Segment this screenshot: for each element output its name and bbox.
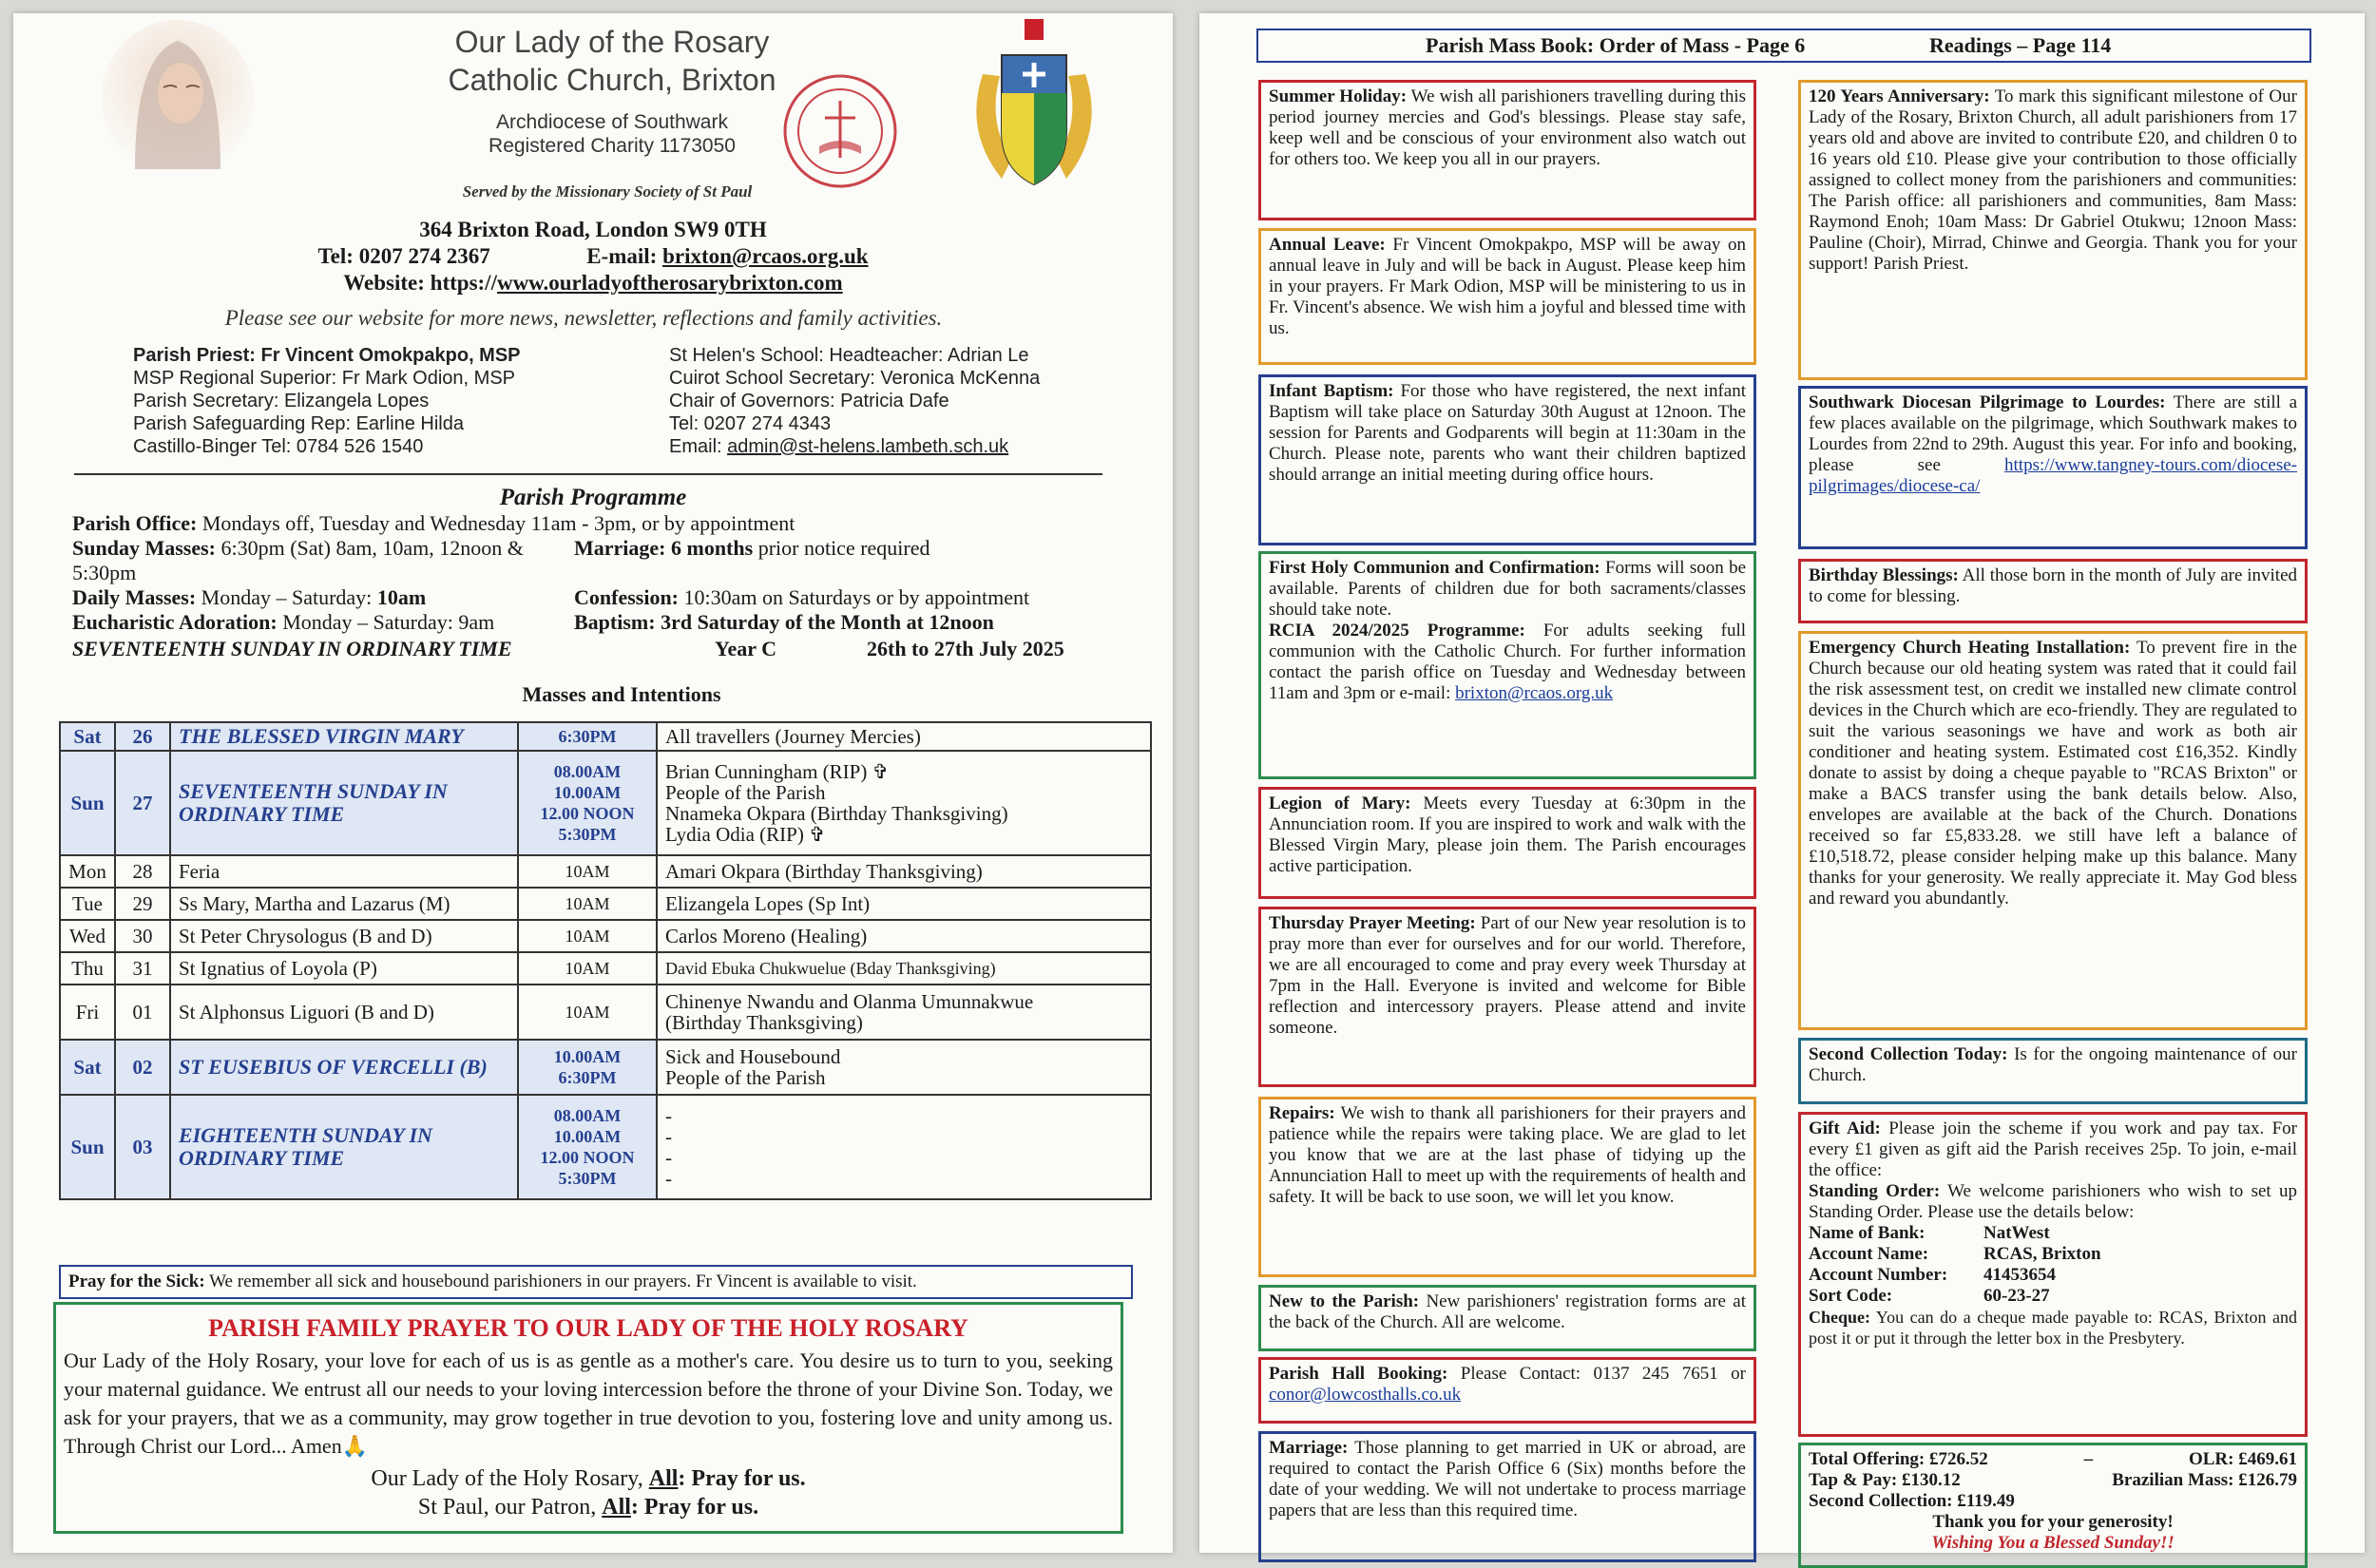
mass-day: Sat — [60, 722, 115, 751]
mass-intentions — [657, 1095, 1151, 1199]
notice-gift-aid — [1798, 1112, 2308, 1437]
mass-intention: Lydia Odia (RIP) ✞ — [665, 823, 826, 846]
mass-date: 29 — [115, 888, 170, 920]
prayer-response — [56, 1464, 1121, 1521]
prayer-response-1-end: : Pray for us. — [678, 1466, 806, 1491]
notice-text: Is for the ongoing maintenance of our Church. — [1809, 1044, 2297, 1085]
mass-intention: People of the Parish — [665, 1066, 826, 1089]
parish-secretary: Parish Secretary: Elizangela Lopes — [133, 391, 430, 411]
mass-time: 10.00AM — [553, 783, 622, 802]
mass-day: Sun — [60, 751, 115, 855]
mass-time: 10AM — [565, 1003, 610, 1022]
mass-intentions — [657, 722, 1151, 751]
bank-detail-label: Account Name: — [1809, 1244, 1929, 1264]
mass-feast: Ss Mary, Martha and Lazarus (M) — [170, 888, 518, 920]
school-email-label: Email: — [669, 436, 728, 457]
mass-intention: Amari Okpara (Birthday Thanksgiving) — [665, 860, 983, 883]
regional-superior: MSP Regional Superior: Fr Mark Odion, MSP — [133, 368, 516, 389]
mass-time: 08.00AM — [553, 762, 622, 781]
notice-text: Please join the scheme if you work and pay tax. For every £1 given as gift aid the Parish receives 25p. To join, e-mail the office: — [1809, 1119, 2297, 1180]
notice-text-rcia: For adults seeking full communion with the Catholic Church. For further information contact the parish office on Tuesday and Wednesday between 11am and 3pm or e-mail: — [1269, 621, 1747, 703]
mass-day: Fri — [60, 985, 115, 1040]
mass-feast: Feria — [170, 855, 518, 888]
email-label: E-mail: — [586, 244, 658, 268]
notice-title: Repairs: — [1269, 1103, 1335, 1123]
blessed-sunday-text: Wishing You a Blessed Sunday!! — [1931, 1533, 2175, 1553]
prayer-response-2-end: : Pray for us. — [630, 1495, 759, 1520]
cheque-text: You can do a cheque made payable to: RCAS, Brixton and post it or put it through the letter box in the Presbytery. — [1809, 1308, 2297, 1348]
mass-day: Thu — [60, 952, 115, 985]
confession-label: Confession: — [574, 585, 680, 609]
sunday-line — [72, 637, 1137, 661]
table-row — [60, 1040, 1151, 1095]
church-telephone: Tel: 0207 274 2367 — [317, 244, 490, 268]
notice-title: Legion of Mary: — [1269, 794, 1411, 813]
bank-detail-value: RCAS, Brixton — [1983, 1244, 2101, 1264]
mass-intention: David Ebuka Chukwuelue (Bday Thanksgiving) — [665, 959, 996, 978]
mass-time: 6:30PM — [558, 1068, 617, 1087]
table-row — [60, 855, 1151, 888]
mass-day: Sat — [60, 1040, 115, 1095]
masses-table — [59, 721, 1152, 1200]
notice-text: To mark this significant milestone of Our Lady of the Rosary, Brixton Church, all adult parishioners from 17 years old and above are invited to contribute £20, and children 0 to 16 years old £10. Please give your contribution to those officially assigned to collect money from the parishioners and communities: The Parish office: all parishioners and communities, 8am Mass: Raymond Enoh; 10am Mass: Dr Gabriel Otukwu; 12noon Mass: Pauline (Choir), Mirrad, Chinwe and Georgia. Thank you for your support! Parish Priest. — [1809, 86, 2297, 274]
mass-times — [518, 1040, 657, 1095]
mass-intentions — [657, 751, 1151, 855]
table-row — [60, 751, 1151, 855]
table-row — [60, 888, 1151, 920]
bank-detail-value: 60-23-27 — [1983, 1286, 2050, 1306]
mass-time: 10AM — [565, 894, 610, 913]
offering-box — [1798, 1443, 2308, 1568]
prayer-text: Our Lady of the Holy Rosary, your love for each of us is as gentle as a mother's care. You desire us to turn to you, seeking your maternal guidance. We entrust all our needs to your loving intercession before the throne of your Divine Son. Today, we ask for your prayers, that we as a community, may grow together in true devotion to you, fostering love and unity among us. Through Christ our Lord... Amen🙏 — [64, 1348, 1113, 1458]
mass-feast: St Ignatius of Loyola (P) — [170, 952, 518, 985]
school-telephone: Tel: 0207 274 4343 — [669, 413, 832, 434]
sunday-masses: 6:30pm (Sat) 8am, 10am, 12noon & 5:30pm — [72, 536, 524, 584]
church-name-line1: Our Lady of the Rosary — [454, 25, 770, 59]
office-hours: Mondays off, Tuesday and Wednesday 11am - 3pm, or by appointment — [201, 511, 795, 535]
mass-day: Sun — [60, 1095, 115, 1199]
mass-intentions — [657, 920, 1151, 952]
parish-priest: Parish Priest: Fr Vincent Omokpakpo, MSP — [133, 345, 521, 366]
mass-day: Tue — [60, 888, 115, 920]
mass-date: 01 — [115, 985, 170, 1040]
notice-legion-of-mary — [1258, 787, 1756, 899]
sunday-title: SEVENTEENTH SUNDAY IN ORDINARY TIME — [72, 637, 512, 660]
notice-hall-booking — [1258, 1357, 1756, 1424]
masses-title: Masses and Intentions — [522, 682, 721, 706]
notice-text: Please Contact: 0137 245 7651 or — [1460, 1364, 1747, 1384]
adoration-label: Eucharistic Adoration: — [72, 610, 278, 634]
mass-time: 10.00AM — [553, 1047, 622, 1066]
charity-number: Registered Charity 1173050 — [489, 135, 736, 157]
mass-times — [518, 920, 657, 952]
adoration-times: Monday – Saturday: 9am — [282, 610, 495, 634]
bank-detail-row — [1809, 1244, 2297, 1265]
prayer-response-1: Our Lady of the Holy Rosary, — [371, 1466, 649, 1491]
church-title — [412, 23, 812, 99]
mass-time: 12.00 NOON — [540, 1148, 635, 1167]
bank-detail-row — [1809, 1265, 2297, 1286]
notice-title: Birthday Blessings: — [1809, 565, 1959, 585]
pray-for-sick — [59, 1265, 1133, 1299]
notice-annual-leave — [1258, 228, 1756, 365]
rcia-email-link[interactable]: brixton@rcaos.org.uk — [1455, 683, 1614, 703]
divider — [74, 473, 1102, 475]
prayer-title: PARISH FAMILY PRAYER TO OUR LADY OF THE HOLY ROSARY — [208, 1314, 968, 1342]
standing-order-title: Standing Order: — [1809, 1181, 1941, 1201]
table-row — [60, 722, 1151, 751]
bank-detail-label: Sort Code: — [1809, 1286, 1893, 1306]
olr-offering: OLR: £469.61 — [2188, 1449, 2297, 1469]
mass-intention: Nnameka Okpara (Birthday Thanksgiving) — [665, 802, 1008, 825]
baptism-schedule: 3rd Saturday of the Month at 12noon — [661, 610, 994, 634]
daily-masses: Monday – Saturday: — [201, 585, 377, 609]
mass-times — [518, 855, 657, 888]
tap-pay-offering: Tap & Pay: £130.12 — [1809, 1470, 1961, 1490]
mass-intention: People of the Parish — [665, 781, 826, 804]
confession-times: 10:30am on Saturdays or by appointment — [683, 585, 1030, 609]
mass-times — [518, 722, 657, 751]
standing-order-text: We welcome parishioners who wish to set up Standing Order. Please use the details below: — [1809, 1181, 2297, 1222]
notice-marriage — [1258, 1431, 1756, 1562]
mass-date: 31 — [115, 952, 170, 985]
mass-intentions — [657, 952, 1151, 985]
notice-text: All those born in the month of July are invited to come for blessing. — [1809, 565, 2297, 606]
bank-detail-label: Name of Bank: — [1809, 1223, 1926, 1243]
notice-new-to-parish — [1258, 1285, 1756, 1351]
mass-times — [518, 1095, 657, 1199]
notice-summer-holiday — [1258, 80, 1756, 220]
church-name-line2: Catholic Church, Brixton — [448, 63, 776, 97]
notice-heating — [1798, 631, 2308, 1030]
mass-time: 6:30PM — [558, 727, 617, 746]
mass-feast: ST EUSEBIUS OF VERCELLI (B) — [170, 1040, 518, 1095]
pray-sick-label: Pray for the Sick: — [68, 1272, 205, 1291]
table-row — [60, 952, 1151, 985]
programme-title: Parish Programme — [499, 485, 687, 510]
mass-times — [518, 888, 657, 920]
church-email-link[interactable]: brixton@rcaos.org.uk — [662, 244, 869, 268]
mass-intention: Elizangela Lopes (Sp Int) — [665, 892, 871, 915]
thanks-text: Thank you for your generosity! — [1932, 1512, 2174, 1532]
mass-intention: - — [665, 1125, 672, 1148]
mass-feast: SEVENTEENTH SUNDAY IN ORDINARY TIME — [170, 751, 518, 855]
our-lady-portrait-icon — [97, 17, 259, 179]
mass-intentions — [657, 1040, 1151, 1095]
school-contacts — [669, 344, 1163, 458]
offering-dash: – — [2083, 1449, 2094, 1469]
mass-time: 10AM — [565, 862, 610, 881]
mass-feast: EIGHTEENTH SUNDAY IN ORDINARY TIME — [170, 1095, 518, 1199]
all-label: All — [648, 1466, 679, 1491]
archdiocese-text: Archdiocese of Southwark — [496, 111, 728, 133]
notice-text: Part of our New year resolution is to pray more than ever for ourselves and for our world. Therefore, we are all encouraged to come and pray every week Thursday at 7pm in the Hall. Everyone is invited and welcome for Bible reflection and intercessory prayers. Please attend and invite someone. — [1269, 913, 1747, 1038]
mass-time: 08.00AM — [553, 1106, 622, 1125]
mass-intention: - — [665, 1167, 672, 1190]
readings-page: Readings – Page 114 — [1929, 33, 2112, 57]
second-collection-offering: Second Collection: £119.49 — [1809, 1491, 2015, 1511]
mass-date: 28 — [115, 855, 170, 888]
left-page — [13, 13, 1173, 1553]
date-range: 26th to 27th July 2025 — [867, 637, 1064, 660]
mass-date: 02 — [115, 1040, 170, 1095]
mass-date: 30 — [115, 920, 170, 952]
mass-times — [518, 952, 657, 985]
prayer-response-2: St Paul, our Patron, — [417, 1495, 603, 1520]
notice-title: Southwark Diocesan Pilgrimage to Lourdes: — [1809, 392, 2166, 412]
table-row — [60, 985, 1151, 1040]
notice-text: New parishioners' registration forms are at the back of the Church. All are welcome. — [1269, 1291, 1747, 1332]
notice-title: Emergency Church Heating Installation: — [1809, 638, 2131, 658]
notice-birthday-blessings — [1798, 559, 2308, 623]
lourdes-link[interactable]: https://www.tangney-tours.com/diocese-pilgrimages/diocese-ca/ — [1809, 455, 2297, 496]
msp-seal-icon — [781, 72, 899, 190]
notice-title: Thursday Prayer Meeting: — [1269, 913, 1476, 933]
notice-title: 120 Years Anniversary: — [1809, 86, 1990, 106]
daily-mass-time: 10am — [376, 585, 427, 609]
notice-title: First Holy Communion and Confirmation: — [1269, 558, 1600, 578]
notice-title: Summer Holiday: — [1269, 86, 1408, 106]
mass-feast: St Alphonsus Liguori (B and D) — [170, 985, 518, 1040]
bank-details — [1809, 1223, 2297, 1307]
mass-time: 10AM — [565, 959, 610, 978]
mass-date: 03 — [115, 1095, 170, 1199]
total-offering: Total Offering: £726.52 — [1809, 1449, 1988, 1469]
mass-book-box — [1256, 29, 2311, 63]
liturgical-year: Year C — [715, 637, 776, 660]
mass-intention: Sick and Housebound — [665, 1045, 841, 1068]
order-of-mass: Parish Mass Book: Order of Mass - Page 6 — [1426, 33, 1806, 57]
mass-time: 10.00AM — [553, 1127, 622, 1146]
notice-text: To prevent fire in the Church because our old heating system was rated that it could fail the risk assessment test, on credit we installed new climate control devices in the Church which are eco-friendly. They are regulated to suit the various seasonings we have and work as both air conditioner and heating system. Estimated cost £16,352. Kindly donate to assist by doing a cheque payable to "RCAS Brixton" or make a BACS transfer using the bank details below. Also, envelopes are available at the back of the Church. Donations received so far £5,833.28. we still have left a balance of £10,518.72, please consider helping make up this balance. Many thanks for your generosity. We really appreciate it. May God bless and reward you abundantly. — [1809, 638, 2297, 908]
notice-lourdes — [1798, 386, 2308, 549]
table-row — [60, 1095, 1151, 1199]
mass-times — [518, 985, 657, 1040]
mass-intention: - — [665, 1104, 672, 1127]
mass-date: 26 — [115, 722, 170, 751]
mass-day: Wed — [60, 920, 115, 952]
mass-intentions — [657, 888, 1151, 920]
marriage-label: Marriage: — [574, 536, 666, 560]
notice-title: Second Collection Today: — [1809, 1044, 2008, 1064]
notice-title: Parish Hall Booking: — [1269, 1364, 1448, 1384]
mass-intention: (Birthday Thanksgiving) — [665, 1011, 863, 1034]
bank-detail-value: 41453654 — [1983, 1265, 2056, 1285]
mass-intention: Brian Cunningham (RIP) ✞ — [665, 760, 890, 783]
mass-times — [518, 751, 657, 855]
mass-day: Mon — [60, 855, 115, 888]
notice-communion-rcia — [1258, 551, 1756, 779]
table-row — [60, 920, 1151, 952]
safeguarding-rep: Parish Safeguarding Rep: Earline Hilda — [133, 413, 464, 434]
mass-intentions — [657, 985, 1151, 1040]
marriage-notice-rest: prior notice required — [757, 536, 930, 560]
office-label: Parish Office: — [72, 511, 198, 535]
mass-intentions — [657, 855, 1151, 888]
notice-infant-baptism — [1258, 374, 1756, 545]
mass-feast: THE BLESSED VIRGIN MARY — [170, 722, 518, 751]
notice-title-rcia: RCIA 2024/2025 Programme: — [1269, 621, 1525, 641]
notice-title: Gift Aid: — [1809, 1119, 1881, 1138]
notice-text: Meets every Tuesday at 6:30pm in the Annunciation room. If you are inspired to work and walk with the Blessed Virgin Mary, please join them. The Parish encourages active participation. — [1269, 794, 1746, 876]
notice-thursday-prayer — [1258, 907, 1756, 1087]
mass-intention: Chinenye Nwandu and Olanma Umunnakwue — [665, 990, 1034, 1013]
mass-intention: Carlos Moreno (Healing) — [665, 925, 868, 947]
notice-title: Infant Baptism: — [1269, 381, 1394, 401]
coat-of-arms-icon — [954, 17, 1114, 194]
mass-intention: - — [665, 1146, 672, 1169]
marriage-notice: 6 months — [671, 536, 754, 560]
notice-title: Marriage: — [1269, 1438, 1349, 1458]
bank-detail-row — [1809, 1223, 2297, 1244]
baptism-label: Baptism: — [574, 610, 656, 634]
parish-contacts — [133, 344, 665, 458]
notice-text: We wish all parishioners travelling during this period journey mercies and God's blessings. Please stay safe, keep well and be conscious of your environment also watch out for others too. We keep you all in our prayers. — [1269, 86, 1746, 169]
notice-text: For those who have registered, the next infant Baptism will take place on Saturday 30th August at 12noon. The session for Parents and Godparents will begin at 11:30am in the Church. Please note, parents who want their children baptized should arrange an initial meeting during office hours. — [1269, 381, 1746, 485]
parish-programme — [72, 511, 1137, 635]
brazilian-mass-offering: Brazilian Mass: £126.79 — [2112, 1470, 2297, 1490]
website-label: Website: https:// — [343, 271, 497, 295]
parish-prayer-box — [53, 1302, 1123, 1534]
mass-intention: All travellers (Journey Mercies) — [665, 725, 921, 748]
notice-second-collection — [1798, 1038, 2308, 1104]
notice-text: Forms will soon be available. Parents of children due for both sacraments/classes should take note. — [1269, 558, 1747, 620]
sunday-masses-label: Sunday Masses: — [72, 536, 216, 560]
mass-feast: St Peter Chrysologus (B and D) — [170, 920, 518, 952]
mass-time: 12.00 NOON — [540, 804, 635, 823]
church-website-link[interactable]: www.ourladyoftherosarybrixton.com — [496, 271, 843, 295]
mass-date: 27 — [115, 751, 170, 855]
address-block — [146, 217, 1040, 296]
notice-title: New to the Parish: — [1269, 1291, 1420, 1311]
cheque-label: Cheque: — [1809, 1308, 1871, 1327]
right-page — [1199, 13, 2365, 1553]
bank-detail-label: Account Number: — [1809, 1265, 1948, 1285]
safeguarding-tel: Castillo-Binger Tel: 0784 526 1540 — [133, 436, 424, 457]
pray-sick-text: We remember all sick and housebound parishioners in our prayers. Fr Vincent is available to visit. — [209, 1272, 917, 1291]
bank-detail-value: NatWest — [1983, 1223, 2050, 1243]
notice-repairs — [1258, 1097, 1756, 1277]
served-by-text: Served by the Missionary Society of St Paul — [462, 182, 753, 201]
all-label-2: All — [602, 1495, 631, 1520]
mass-time: 5:30PM — [558, 1169, 617, 1188]
notice-text: Those planning to get married in UK or abroad, are required to contact the Parish Office 6 (Six) months before the date of your wedding. We will not undertake to process marriage papers that are less than this required time. — [1269, 1438, 1746, 1520]
website-note: Please see our website for more news, newsletter, reflections and family activities. — [224, 306, 943, 330]
mass-time: 5:30PM — [558, 825, 617, 844]
daily-masses-label: Daily Masses: — [72, 585, 197, 609]
notice-text: We wish to thank all parishioners for their prayers and patience while the repairs were taking place. We are glad to let you know that we are at the last phase of tidying up the Annunciation Hall to meet up with the requirements of health and safety. It will be back to use soon, we will let you know. — [1269, 1103, 1746, 1207]
school-secretary: Cuirot School Secretary: Veronica McKenna — [669, 368, 1041, 389]
notice-text: Fr Vincent Omokpakpo, MSP will be away on annual leave in July and will be back in August. Please keep him in your prayers. Fr Mark Odion, MSP will be ministering to us in Fr. Vincent's absence. We wish him a joyful and blessed time with us. — [1269, 235, 1747, 338]
mass-time: 10AM — [565, 927, 610, 946]
school-email-link[interactable]: admin@st-helens.lambeth.sch.uk — [727, 436, 1009, 457]
notice-text: There are still a few places available on the pilgrimage, which Southwark makes to Lourdes from 22nd to 29th. August this year. For info and booking, please see — [1809, 392, 2297, 475]
bank-detail-row — [1809, 1286, 2297, 1307]
church-address: 364 Brixton Road, London SW9 0TH — [419, 218, 767, 241]
notice-title: Annual Leave: — [1269, 235, 1386, 255]
hall-email-link[interactable]: conor@lowcosthalls.co.uk — [1269, 1385, 1462, 1405]
school-headteacher: St Helen's School: Headteacher: Adrian Le — [669, 345, 1029, 366]
notice-anniversary — [1798, 80, 2308, 380]
archdiocese-block — [412, 110, 812, 158]
chair-of-governors: Chair of Governors: Patricia Dafe — [669, 391, 949, 411]
